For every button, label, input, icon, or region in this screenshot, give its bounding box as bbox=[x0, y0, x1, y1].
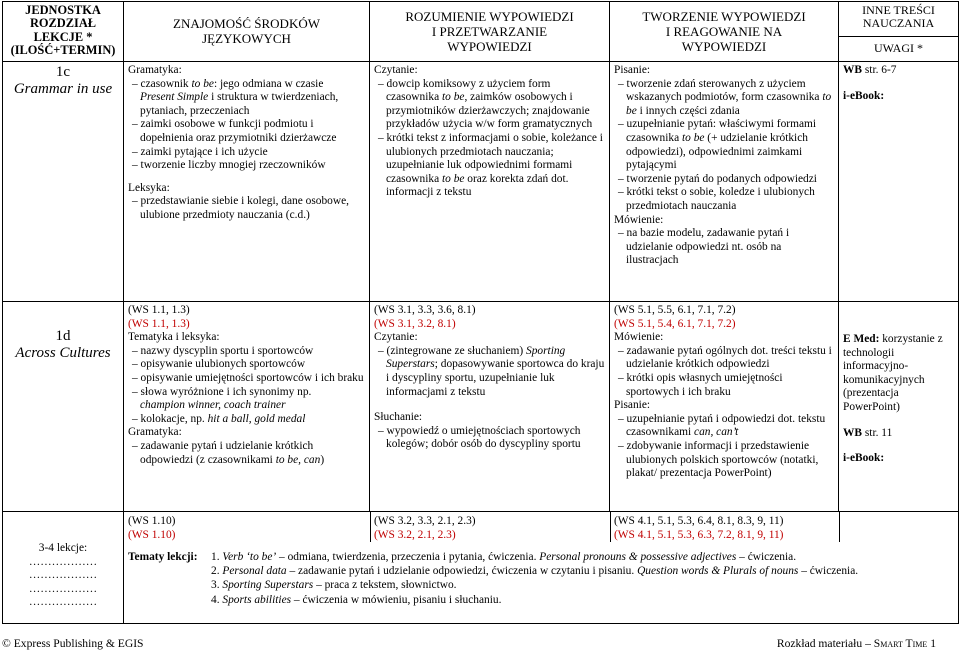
lessons-count-cell: 3-4 lekcje: ……………… ……………… ……………… ……………… bbox=[3, 512, 124, 624]
refs-col3: (WS 3.2, 3.3, 2.1, 2.3) (WS 3.2, 2.1, 2.3) bbox=[374, 515, 476, 541]
lesson-row-1d bbox=[3, 302, 959, 512]
lesson-id-cell: 1c Grammar in use bbox=[3, 62, 124, 302]
language-means-cell: (WS 1.1, 1.3) (WS 1.1, 1.3) Tematyka i leksyka: – nazwy dyscyplin sportu i sportowców – opisywanie ulubionych sportowców – opisywanie umiejętności sportowców i ich braku – słowa wyróżnione i ich synonimy np. champion winner, coach trainer – kolokacje, np. hit a ball, gold medal Gramatyka: – zadawanie pytań i udzielanie krótkich odpowiedzi (z czasownikami to be, can) bbox=[124, 302, 370, 512]
header-language-means: ZNAJOMOŚĆ ŚRODKÓW JĘZYKOWYCH bbox=[124, 2, 370, 62]
understanding-cell: Czytanie: – dowcip komiksowy z użyciem form czasownika to be, zaimków osobowych i przymiotników dzierżawczych; znajdowanie przykładów użycia w/w form gramatycznych – krótki tekst z informacjami o sobie, koleżance i ulubionych przedmiotach nauczania; uzupełnianie luk odpowiednimi formami czasownika to be oraz korekta zdań dot. informacji z tekstu bbox=[370, 62, 610, 302]
lesson-topics: Tematy lekcji: 1. Verb ‘to be’ – odmiana, twierdzenia, przeczenia i pytania, ćwiczenia. Personal pronouns & possessive adjectives – ćwiczenia. 2. Personal data – zadawanie pytań i udzielanie odpowiedzi, ćwiczenia w czytaniu i pisaniu. Question words & Plurals of nouns – ćwiczenia. 3. Sporting Superstars – praca z tekstem, słownictwo. 4. Sports abilities – ćwiczenia w mówieniu, pisaniu i słuchaniu. bbox=[128, 551, 859, 606]
topics-cell bbox=[124, 512, 959, 624]
other-cell: E Med: korzystanie z technologii informacyjno-komunikacyjnych (prezentacja PowerPoint) WB str. 11 i-eBook: bbox=[839, 302, 959, 512]
understanding-cell: (WS 3.1, 3.3, 3.6, 8.1) (WS 3.1, 3.2, 8.1) Czytanie: – (zintegrowane ze słuchaniem) Sporting Superstars; dopasowywanie sportowca do kraju i dyscypliny sportu, uzupełnianie luk informacjami z tekstu Słuchanie: – wypowiedź o umiejętnościach sportowych kolegów; dobór osób do dyscypliny sportu bbox=[370, 302, 610, 512]
header-production: TWORZENIE WYPOWIEDZI I REAGOWANIE NA WYPOWIEDZI bbox=[610, 2, 839, 62]
other-cell: WB str. 6-7 i-eBook: bbox=[839, 62, 959, 302]
refs-col2: (WS 1.10) (WS 1.10) bbox=[128, 515, 176, 541]
language-means-cell: Gramatyka: – czasownik to be: jego odmiana w czasie Present Simple i struktura w twierdzeniach, pytaniach, przeczeniach – zaimki osobowe w funkcji podmiotu i dopełnienia oraz przymiotniki dzierżawcze – zaimki pytające i ich użycie – tworzenie liczby mnogiej rzeczowników Leksyka: – przedstawianie siebie i kolegi, dane osobowe, ulubione przedmioty nauczania (c.d.) bbox=[124, 62, 370, 302]
lesson-row-1c bbox=[3, 62, 959, 302]
production-cell: (WS 5.1, 5.5, 6.1, 7.1, 7.2) (WS 5.1, 5.4, 6.1, 7.1, 7.2) Mówienie: – zadawanie pytań ogólnych dot. treści tekstu i udzielanie krótkich odpowiedzi – krótki opis własnych umiejętności sportowych i ich braku Pisanie: – uzupełnianie pytań i odpowiedzi dot. tekstu czasownikami can, can’t – zdobywanie informacji i przedstawienie ulubionych polskich sportowców (notatki, plakat/ prezentacja PowerPoint) bbox=[610, 302, 839, 512]
footer-copyright: © Express Publishing & EGIS bbox=[2, 637, 144, 650]
header-other: INNE TREŚCI NAUCZANIA UWAGI * bbox=[839, 2, 959, 62]
header-understanding: ROZUMIENIE WYPOWIEDZI I PRZETWARZANIE WYPOWIEDZI bbox=[370, 2, 610, 62]
header-unit: JEDNOSTKA ROZDZIAŁ LEKCJE * (ILOŚĆ+TERMIN) bbox=[3, 2, 124, 62]
refs-col4: (WS 4.1, 5.1, 5.3, 6.4, 8.1, 8.3, 9, 11) (WS 4.1, 5.1, 5.3, 6.3, 7.2, 8.1, 9, 11) bbox=[614, 515, 784, 541]
header-row bbox=[3, 2, 959, 62]
lesson-plan-table bbox=[2, 1, 959, 624]
footer-title: Rozkład materiału – Smart Time 1 bbox=[776, 637, 936, 650]
lesson-row-summary bbox=[3, 512, 959, 624]
header-notes: UWAGI * bbox=[839, 36, 958, 55]
production-cell: Pisanie: – tworzenie zdań sterowanych z użyciem wskazanych podmiotów, form czasownika to be i innych części zdania – uzupełnianie pytań: właściwymi formami czasownika to be (+ udzielanie krótkich odpowiedzi), odpowiednimi zaimkami pytającymi – tworzenie pytań do podanych odpowiedzi – krótki tekst o sobie, koledze i ulubionych przedmiotach nauczania Mówienie: – na bazie modelu, zadawanie pytań i udzielanie odpowiedzi nt. osób na ilustracjach bbox=[610, 62, 839, 302]
lesson-id-cell: 1d Across Cultures bbox=[3, 302, 124, 512]
